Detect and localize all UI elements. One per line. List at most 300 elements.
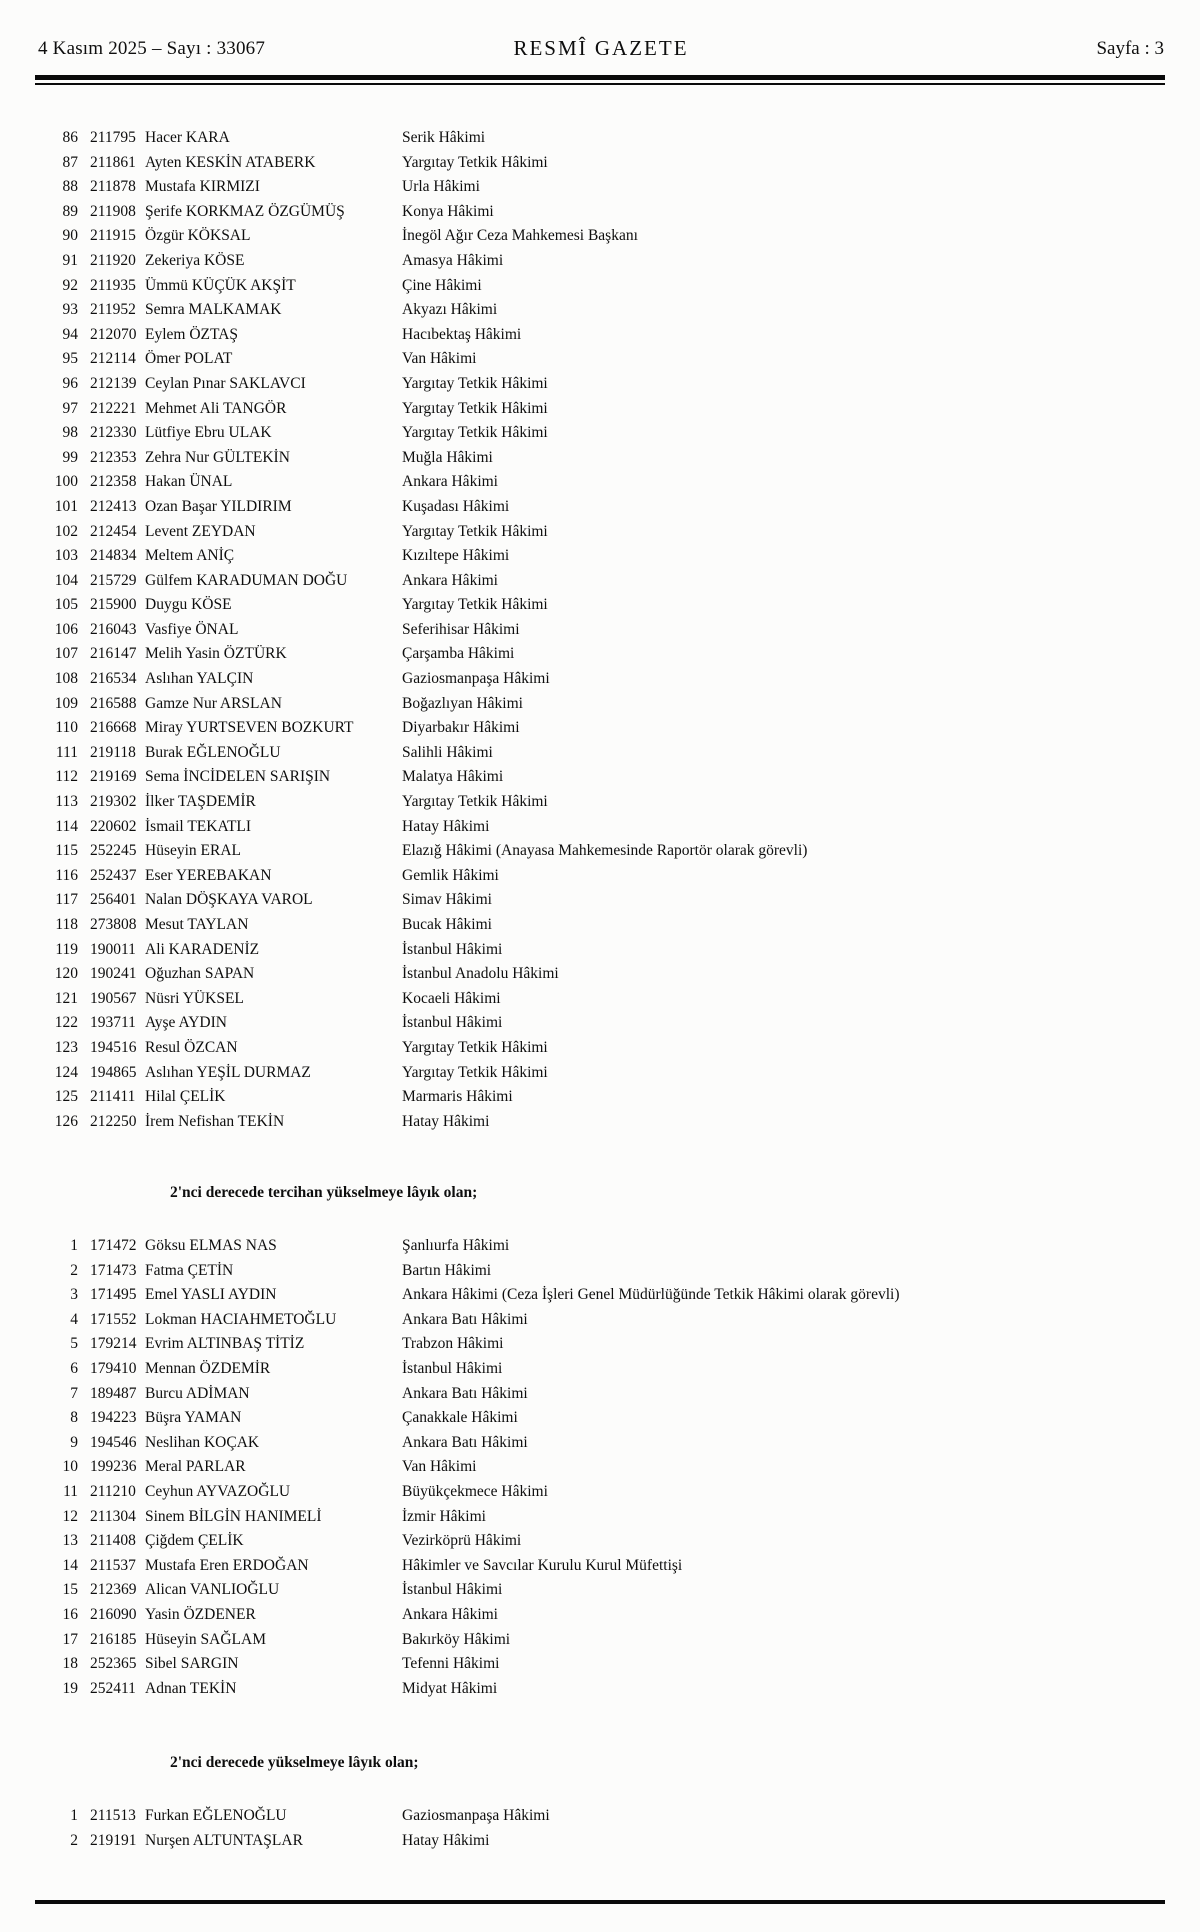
judge-row bbox=[0, 1382, 1200, 1407]
judge-name: Zekeriya KÖSE bbox=[145, 251, 245, 269]
judge-post: Kuşadası Hâkimi bbox=[402, 497, 510, 515]
row-number: 125 bbox=[54, 1088, 78, 1106]
judge-name: Hilal ÇELİK bbox=[145, 1088, 226, 1106]
row-number: 98 bbox=[62, 424, 78, 442]
row-number: 93 bbox=[62, 301, 78, 319]
judge-name: Oğuzhan SAPAN bbox=[145, 965, 255, 983]
section-heading: 2'nci derecede yükselmeye lâyık olan; bbox=[170, 1754, 419, 1771]
registry-number: 212221 bbox=[90, 399, 137, 417]
registry-number: 211411 bbox=[90, 1088, 136, 1106]
judge-post: Gaziosmanpaşa Hâkimi bbox=[402, 670, 550, 688]
judge-name: Vasfiye ÖNAL bbox=[145, 620, 239, 638]
judge-post: Salihli Hâkimi bbox=[402, 743, 493, 761]
judge-post: Amasya Hâkimi bbox=[402, 251, 504, 269]
judge-name: Meltem ANİÇ bbox=[145, 547, 235, 565]
judge-name: Mennan ÖZDEMİR bbox=[145, 1359, 271, 1377]
registry-number: 211210 bbox=[90, 1482, 136, 1500]
judge-row bbox=[0, 1283, 1200, 1308]
judge-post: Büyükçekmece Hâkimi bbox=[402, 1482, 548, 1500]
row-number: 108 bbox=[54, 670, 78, 688]
judge-row bbox=[0, 741, 1200, 766]
registry-number: 211408 bbox=[90, 1532, 136, 1550]
judge-name: Çiğdem ÇELİK bbox=[145, 1532, 244, 1550]
judge-row bbox=[0, 1110, 1200, 1135]
promotion-list-section-1 bbox=[0, 126, 1200, 1134]
judge-name: Özgür KÖKSAL bbox=[145, 227, 251, 245]
judge-row bbox=[0, 815, 1200, 840]
judge-name: Eylem ÖZTAŞ bbox=[145, 325, 239, 343]
row-number: 104 bbox=[54, 571, 78, 589]
judge-post: Trabzon Hâkimi bbox=[402, 1335, 504, 1353]
registry-number: 190011 bbox=[90, 940, 136, 958]
row-number: 88 bbox=[62, 178, 78, 196]
judge-post: Vezirköprü Hâkimi bbox=[402, 1532, 522, 1550]
judge-post: Serik Hâkimi bbox=[402, 129, 486, 146]
judge-post: Yargıtay Tetkik Hâkimi bbox=[402, 596, 548, 614]
judge-list bbox=[0, 1804, 1200, 1853]
row-number: 6 bbox=[70, 1359, 78, 1377]
registry-number: 215900 bbox=[90, 596, 137, 614]
row-number: 12 bbox=[62, 1507, 78, 1525]
issue-date-number: 4 Kasım 2025 – Sayı : 33067 bbox=[38, 38, 266, 59]
row-number: 5 bbox=[70, 1335, 78, 1353]
registry-number: 211861 bbox=[90, 153, 136, 171]
judge-name: Ayşe AYDIN bbox=[145, 1014, 227, 1032]
judge-name: Ozan Başar YILDIRIM bbox=[145, 497, 292, 515]
registry-number: 171495 bbox=[90, 1286, 137, 1304]
registry-number: 171473 bbox=[90, 1261, 137, 1279]
registry-number: 212250 bbox=[90, 1112, 137, 1130]
registry-number: 252245 bbox=[90, 842, 137, 860]
judge-name: Şerife KORKMAZ ÖZGÜMÜŞ bbox=[145, 202, 345, 220]
judge-post: Tefenni Hâkimi bbox=[402, 1655, 500, 1673]
judge-row bbox=[0, 470, 1200, 495]
row-number: 10 bbox=[62, 1458, 78, 1476]
judge-row bbox=[0, 569, 1200, 594]
row-number: 14 bbox=[62, 1556, 78, 1574]
judge-name: Sibel SARGIN bbox=[145, 1655, 239, 1673]
judge-row bbox=[0, 790, 1200, 815]
judge-post: Van Hâkimi bbox=[402, 350, 477, 368]
judge-row bbox=[0, 1554, 1200, 1579]
judge-list bbox=[0, 126, 1200, 1134]
judge-name: Melih Yasin ÖZTÜRK bbox=[145, 645, 287, 663]
registry-number: 216668 bbox=[90, 719, 137, 737]
judge-post: Elazığ Hâkimi (Anayasa Mahkemesinde Raportör olarak görevli) bbox=[402, 842, 808, 860]
registry-number: 212070 bbox=[90, 325, 137, 343]
judge-post: Bakırköy Hâkimi bbox=[402, 1630, 511, 1648]
judge-name: Ali KARADENİZ bbox=[145, 940, 260, 958]
judge-name: Evrim ALTINBAŞ TİTİZ bbox=[145, 1335, 305, 1353]
judge-row bbox=[0, 1308, 1200, 1333]
judge-row bbox=[0, 962, 1200, 987]
judge-row bbox=[0, 667, 1200, 692]
judge-row bbox=[0, 544, 1200, 569]
judge-post: Çine Hâkimi bbox=[402, 276, 482, 294]
judge-name: Zehra Nur GÜLTEKİN bbox=[145, 448, 290, 466]
judge-post: Akyazı Hâkimi bbox=[402, 301, 498, 319]
judge-row bbox=[0, 1652, 1200, 1677]
row-number: 113 bbox=[55, 793, 78, 811]
judge-row bbox=[0, 224, 1200, 249]
row-number: 1 bbox=[70, 1237, 78, 1254]
judge-post: Yargıtay Tetkik Hâkimi bbox=[402, 399, 548, 417]
row-number: 2 bbox=[70, 1261, 78, 1279]
row-number: 105 bbox=[54, 596, 78, 614]
row-number: 116 bbox=[55, 866, 78, 884]
judge-row bbox=[0, 397, 1200, 422]
judge-row bbox=[0, 1480, 1200, 1505]
row-number: 119 bbox=[55, 940, 78, 958]
judge-post: Ankara Hâkimi bbox=[402, 1605, 498, 1623]
judge-name: Emel YASLI AYDIN bbox=[145, 1286, 277, 1304]
registry-number: 273808 bbox=[90, 916, 137, 933]
judge-name: Alican VANLIOĞLU bbox=[145, 1581, 280, 1599]
row-number: 7 bbox=[70, 1384, 78, 1402]
row-number: 111 bbox=[55, 743, 78, 761]
judge-row bbox=[0, 274, 1200, 299]
footer-rule bbox=[35, 1900, 1165, 1904]
judge-post: Marmaris Hâkimi bbox=[402, 1088, 513, 1106]
judge-name: Hüseyin ERAL bbox=[145, 842, 242, 860]
judge-row bbox=[0, 249, 1200, 274]
judge-post: Bucak Hâkimi bbox=[402, 916, 492, 933]
judge-row bbox=[0, 839, 1200, 864]
judge-row bbox=[0, 495, 1200, 520]
registry-number: 252437 bbox=[90, 866, 137, 884]
judge-name: Göksu ELMAS NAS bbox=[145, 1237, 277, 1254]
judge-post: İstanbul Hâkimi bbox=[402, 1014, 503, 1032]
row-number: 94 bbox=[62, 325, 78, 343]
judge-list bbox=[0, 1234, 1200, 1701]
judge-row bbox=[0, 1332, 1200, 1357]
row-number: 120 bbox=[54, 965, 78, 983]
judge-post: Ankara Batı Hâkimi bbox=[402, 1310, 528, 1328]
judge-name: Gamze Nur ARSLAN bbox=[145, 694, 282, 712]
section-heading: 2'nci derecede tercihan yükselmeye lâyık olan; bbox=[170, 1184, 478, 1201]
judge-name: Ceyhun AYVAZOĞLU bbox=[145, 1482, 291, 1500]
promotion-list-section-3 bbox=[0, 1753, 1200, 1853]
judge-post: Hâkimler ve Savcılar Kurulu Kurul Müfettişi bbox=[402, 1556, 683, 1574]
registry-number: 212454 bbox=[90, 522, 137, 540]
judge-post: Yargıtay Tetkik Hâkimi bbox=[402, 1063, 548, 1081]
judge-name: Fatma ÇETİN bbox=[145, 1261, 234, 1279]
row-number: 18 bbox=[62, 1655, 78, 1673]
judge-post: Yargıtay Tetkik Hâkimi bbox=[402, 153, 548, 171]
judge-row bbox=[0, 446, 1200, 471]
judge-name: Meral PARLAR bbox=[145, 1458, 246, 1476]
judge-row bbox=[0, 692, 1200, 717]
judge-name: Burak EĞLENOĞLU bbox=[145, 743, 281, 761]
row-number: 115 bbox=[55, 842, 78, 860]
judge-name: İrem Nefishan TEKİN bbox=[145, 1112, 285, 1130]
registry-number: 216090 bbox=[90, 1605, 137, 1623]
judge-post: Yargıtay Tetkik Hâkimi bbox=[402, 374, 548, 392]
judge-name: Neslihan KOÇAK bbox=[145, 1433, 260, 1451]
registry-number: 211915 bbox=[90, 227, 136, 245]
page-header bbox=[38, 38, 1164, 64]
registry-number: 212369 bbox=[90, 1581, 137, 1599]
registry-number: 211935 bbox=[90, 276, 136, 294]
row-number: 17 bbox=[62, 1630, 78, 1648]
judge-row bbox=[0, 1259, 1200, 1284]
judge-post: Hatay Hâkimi bbox=[402, 1831, 490, 1849]
registry-number: 194865 bbox=[90, 1063, 137, 1081]
registry-number: 212330 bbox=[90, 424, 137, 442]
row-number: 1 bbox=[70, 1807, 78, 1824]
row-number: 118 bbox=[55, 916, 78, 933]
judge-post: Ankara Hâkimi (Ceza İşleri Genel Müdürlüğünde Tetkik Hâkimi olarak görevli) bbox=[402, 1286, 900, 1304]
registry-number: 216043 bbox=[90, 620, 137, 638]
judge-name: Sema İNCİDELEN SARIŞIN bbox=[145, 768, 331, 786]
judge-post: Midyat Hâkimi bbox=[402, 1679, 498, 1697]
judge-name: Hüseyin SAĞLAM bbox=[145, 1630, 266, 1648]
registry-number: 212413 bbox=[90, 497, 137, 515]
judge-row bbox=[0, 200, 1200, 225]
judge-row bbox=[0, 1804, 1200, 1829]
row-number: 99 bbox=[62, 448, 78, 466]
judge-post: Hatay Hâkimi bbox=[402, 1112, 490, 1130]
judge-post: Bartın Hâkimi bbox=[402, 1261, 492, 1279]
row-number: 121 bbox=[54, 989, 78, 1007]
judge-row bbox=[0, 913, 1200, 938]
judge-name: Resul ÖZCAN bbox=[145, 1038, 238, 1056]
registry-number: 252365 bbox=[90, 1655, 137, 1673]
judge-name: Aslıhan YALÇIN bbox=[145, 670, 254, 688]
registry-number: 194223 bbox=[90, 1409, 137, 1427]
judge-name: Büşra YAMAN bbox=[145, 1409, 242, 1427]
judge-post: Ankara Hâkimi bbox=[402, 571, 498, 589]
judge-row bbox=[0, 520, 1200, 545]
judge-name: Eser YEREBAKAN bbox=[145, 866, 272, 884]
judge-post: Boğazlıyan Hâkimi bbox=[402, 694, 523, 712]
judge-post: İnegöl Ağır Ceza Mahkemesi Başkanı bbox=[402, 227, 638, 245]
judge-row bbox=[0, 1829, 1200, 1854]
row-number: 101 bbox=[54, 497, 78, 515]
judge-row bbox=[0, 642, 1200, 667]
judge-post: Seferihisar Hâkimi bbox=[402, 620, 520, 638]
registry-number: 216534 bbox=[90, 670, 137, 688]
judge-row bbox=[0, 593, 1200, 618]
registry-number: 219191 bbox=[90, 1831, 137, 1849]
registry-number: 179410 bbox=[90, 1359, 137, 1377]
registry-number: 216185 bbox=[90, 1630, 137, 1648]
judge-row bbox=[0, 175, 1200, 200]
judge-post: Yargıtay Tetkik Hâkimi bbox=[402, 1038, 548, 1056]
judge-name: İlker TAŞDEMİR bbox=[145, 793, 256, 811]
judge-post: Diyarbakır Hâkimi bbox=[402, 719, 520, 737]
registry-number: 190241 bbox=[90, 965, 137, 983]
judge-row bbox=[0, 126, 1200, 151]
row-number: 86 bbox=[62, 129, 78, 146]
judge-row bbox=[0, 1085, 1200, 1110]
judge-name: Lokman HACIAHMETOĞLU bbox=[145, 1310, 337, 1328]
judge-name: Hakan ÜNAL bbox=[145, 473, 233, 491]
judge-name: Mustafa KIRMIZI bbox=[145, 178, 260, 196]
registry-number: 194516 bbox=[90, 1038, 137, 1056]
registry-number: 171552 bbox=[90, 1310, 137, 1328]
judge-row bbox=[0, 864, 1200, 889]
registry-number: 190567 bbox=[90, 989, 137, 1007]
judge-name: Nurşen ALTUNTAŞLAR bbox=[145, 1831, 303, 1849]
registry-number: 211513 bbox=[90, 1807, 136, 1824]
registry-number: 189487 bbox=[90, 1384, 137, 1402]
registry-number: 216147 bbox=[90, 645, 137, 663]
judge-row bbox=[0, 421, 1200, 446]
judge-row bbox=[0, 1431, 1200, 1456]
judge-name: Aslıhan YEŞİL DURMAZ bbox=[145, 1063, 311, 1081]
judge-post: İzmir Hâkimi bbox=[402, 1507, 486, 1525]
judge-post: Gemlik Hâkimi bbox=[402, 866, 499, 884]
registry-number: 256401 bbox=[90, 891, 137, 909]
row-number: 92 bbox=[62, 276, 78, 294]
registry-number: 211537 bbox=[90, 1556, 136, 1574]
judge-name: Ömer POLAT bbox=[145, 350, 233, 368]
row-number: 9 bbox=[70, 1433, 78, 1451]
row-number: 107 bbox=[54, 645, 78, 663]
judge-post: Kızıltepe Hâkimi bbox=[402, 547, 510, 565]
judge-row bbox=[0, 618, 1200, 643]
registry-number: 171472 bbox=[90, 1237, 137, 1254]
row-number: 112 bbox=[55, 768, 78, 786]
row-number: 19 bbox=[62, 1679, 78, 1697]
judge-row bbox=[0, 1455, 1200, 1480]
judge-row bbox=[0, 151, 1200, 176]
judge-row bbox=[0, 1529, 1200, 1554]
judge-post: İstanbul Hâkimi bbox=[402, 1581, 503, 1599]
row-number: 97 bbox=[62, 399, 78, 417]
registry-number: 194546 bbox=[90, 1433, 137, 1451]
registry-number: 219169 bbox=[90, 768, 137, 786]
judge-post: Yargıtay Tetkik Hâkimi bbox=[402, 522, 548, 540]
judge-name: Ceylan Pınar SAKLAVCI bbox=[145, 374, 306, 392]
judge-name: Mesut TAYLAN bbox=[145, 916, 249, 933]
row-number: 15 bbox=[62, 1581, 78, 1599]
registry-number: 220602 bbox=[90, 817, 137, 835]
row-number: 8 bbox=[70, 1409, 78, 1427]
judge-post: Çarşamba Hâkimi bbox=[402, 645, 515, 663]
row-number: 4 bbox=[70, 1310, 78, 1328]
judge-row bbox=[0, 938, 1200, 963]
judge-post: Gaziosmanpaşa Hâkimi bbox=[402, 1807, 550, 1824]
judge-post: İstanbul Anadolu Hâkimi bbox=[402, 965, 559, 983]
judge-name: Sinem BİLGİN HANIMELİ bbox=[145, 1507, 322, 1525]
judge-post: Şanlıurfa Hâkimi bbox=[402, 1237, 510, 1254]
row-number: 117 bbox=[55, 891, 78, 909]
judge-name: Adnan TEKİN bbox=[145, 1679, 237, 1697]
row-number: 95 bbox=[62, 350, 78, 368]
judge-row bbox=[0, 987, 1200, 1012]
row-number: 11 bbox=[63, 1482, 78, 1500]
row-number: 123 bbox=[54, 1038, 78, 1056]
row-number: 122 bbox=[54, 1014, 78, 1032]
judge-name: Semra MALKAMAK bbox=[145, 301, 282, 319]
judge-post: Yargıtay Tetkik Hâkimi bbox=[402, 793, 548, 811]
row-number: 114 bbox=[55, 817, 78, 835]
judge-post: Konya Hâkimi bbox=[402, 202, 494, 220]
row-number: 103 bbox=[54, 547, 78, 565]
judge-post: Hatay Hâkimi bbox=[402, 817, 490, 835]
registry-number: 252411 bbox=[90, 1679, 136, 1697]
row-number: 13 bbox=[62, 1532, 78, 1550]
judge-name: Duygu KÖSE bbox=[145, 596, 232, 614]
judge-name: Mehmet Ali TANGÖR bbox=[145, 399, 287, 417]
row-number: 109 bbox=[54, 694, 78, 712]
judge-post: Kocaeli Hâkimi bbox=[402, 989, 501, 1007]
row-number: 126 bbox=[54, 1112, 78, 1130]
row-number: 90 bbox=[62, 227, 78, 245]
judge-post: İstanbul Hâkimi bbox=[402, 1359, 503, 1377]
judge-row bbox=[0, 1603, 1200, 1628]
judge-post: Ankara Hâkimi bbox=[402, 473, 498, 491]
judge-name: İsmail TEKATLI bbox=[145, 817, 252, 835]
judge-row bbox=[0, 1578, 1200, 1603]
row-number: 110 bbox=[55, 719, 78, 737]
registry-number: 211878 bbox=[90, 178, 136, 196]
registry-number: 211304 bbox=[90, 1507, 136, 1525]
row-number: 2 bbox=[70, 1831, 78, 1849]
page-number: Sayfa : 3 bbox=[1096, 38, 1164, 59]
registry-number: 179214 bbox=[90, 1335, 137, 1353]
row-number: 87 bbox=[62, 153, 78, 171]
registry-number: 219302 bbox=[90, 793, 137, 811]
judge-row bbox=[0, 372, 1200, 397]
judge-name: Miray YURTSEVEN BOZKURT bbox=[145, 719, 354, 737]
row-number: 3 bbox=[70, 1286, 78, 1304]
registry-number: 212139 bbox=[90, 374, 137, 392]
judge-name: Levent ZEYDAN bbox=[145, 522, 256, 540]
registry-number: 215729 bbox=[90, 571, 137, 589]
row-number: 124 bbox=[54, 1063, 78, 1081]
judge-row bbox=[0, 716, 1200, 741]
row-number: 100 bbox=[54, 473, 78, 491]
judge-row bbox=[0, 323, 1200, 348]
judge-name: Lütfiye Ebru ULAK bbox=[145, 424, 272, 442]
registry-number: 214834 bbox=[90, 547, 137, 565]
judge-post: Hacıbektaş Hâkimi bbox=[402, 325, 522, 343]
judge-row bbox=[0, 1505, 1200, 1530]
judge-row bbox=[0, 1628, 1200, 1653]
judge-row bbox=[0, 1061, 1200, 1086]
row-number: 89 bbox=[62, 202, 78, 220]
judge-row bbox=[0, 347, 1200, 372]
registry-number: 211908 bbox=[90, 202, 136, 220]
row-number: 102 bbox=[54, 522, 78, 540]
promotion-list-section-2 bbox=[0, 1183, 1200, 1701]
judge-row bbox=[0, 1036, 1200, 1061]
registry-number: 212358 bbox=[90, 473, 137, 491]
judge-row bbox=[0, 298, 1200, 323]
judge-row bbox=[0, 888, 1200, 913]
judge-name: Ayten KESKİN ATABERK bbox=[145, 153, 316, 171]
judge-post: Çanakkale Hâkimi bbox=[402, 1409, 518, 1427]
judge-post: Urla Hâkimi bbox=[402, 178, 480, 196]
judge-name: Mustafa Eren ERDOĞAN bbox=[145, 1556, 309, 1574]
row-number: 16 bbox=[62, 1605, 78, 1623]
judge-post: Yargıtay Tetkik Hâkimi bbox=[402, 424, 548, 442]
registry-number: 211795 bbox=[90, 129, 136, 146]
judge-post: Malatya Hâkimi bbox=[402, 768, 504, 786]
registry-number: 211952 bbox=[90, 301, 136, 319]
header-rule bbox=[35, 75, 1165, 85]
row-number: 96 bbox=[62, 374, 78, 392]
judge-post: İstanbul Hâkimi bbox=[402, 940, 503, 958]
judge-post: Van Hâkimi bbox=[402, 1458, 477, 1476]
judge-name: Yasin ÖZDENER bbox=[145, 1605, 256, 1623]
judge-post: Ankara Batı Hâkimi bbox=[402, 1384, 528, 1402]
judge-row bbox=[0, 1677, 1200, 1702]
judge-name: Nüsri YÜKSEL bbox=[145, 989, 244, 1007]
